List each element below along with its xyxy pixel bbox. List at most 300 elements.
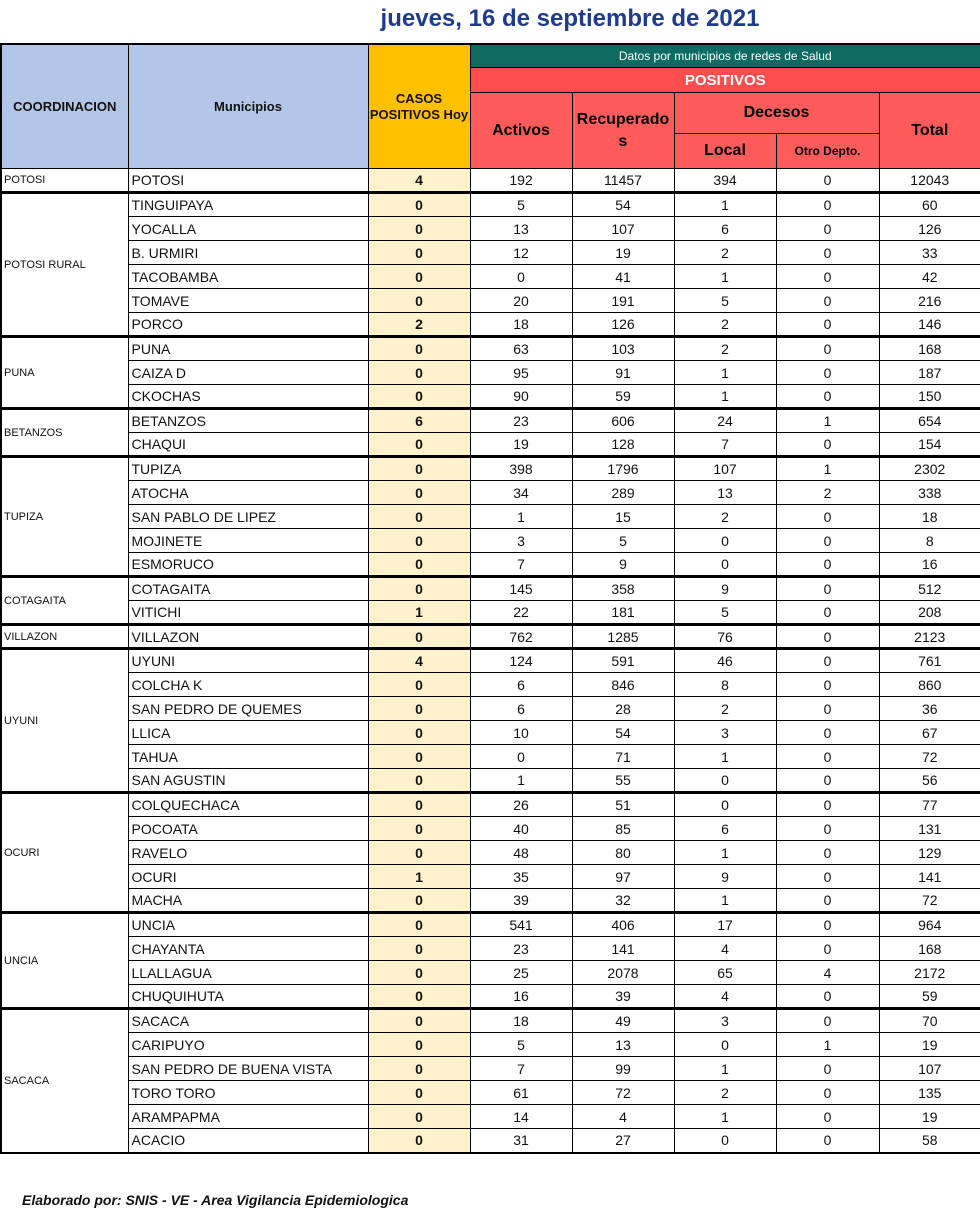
footer-credit: Elaborado por: SNIS - VE - Area Vigilancia Epidemiologica xyxy=(22,1192,409,1208)
otro-depto-cell: 0 xyxy=(776,169,879,193)
activos-cell: 39 xyxy=(470,889,572,913)
casos-hoy-cell: 0 xyxy=(368,505,470,529)
covid-cases-table xyxy=(0,43,980,1154)
activos-cell: 40 xyxy=(470,817,572,841)
header-activos: Activos xyxy=(470,93,572,169)
activos-cell: 16 xyxy=(470,985,572,1009)
local-cell: 8 xyxy=(674,673,776,697)
casos-hoy-cell: 0 xyxy=(368,217,470,241)
otro-depto-cell: 0 xyxy=(776,721,879,745)
municipio-cell: UYUNI xyxy=(128,649,368,673)
total-cell: 72 xyxy=(879,745,980,769)
otro-depto-cell: 0 xyxy=(776,913,879,937)
table-row xyxy=(1,697,980,721)
coordinacion-cell: POTOSI xyxy=(1,169,128,193)
local-cell: 0 xyxy=(674,529,776,553)
casos-hoy-cell: 0 xyxy=(368,1105,470,1129)
casos-hoy-cell: 0 xyxy=(368,577,470,601)
total-cell: 654 xyxy=(879,409,980,433)
casos-hoy-cell: 0 xyxy=(368,289,470,313)
municipio-cell: POCOATA xyxy=(128,817,368,841)
recuperados-cell: 28 xyxy=(572,697,674,721)
total-cell: 67 xyxy=(879,721,980,745)
local-cell: 4 xyxy=(674,985,776,1009)
local-cell: 1 xyxy=(674,889,776,913)
recuperados-cell: 5 xyxy=(572,529,674,553)
casos-hoy-cell: 0 xyxy=(368,265,470,289)
otro-depto-cell: 0 xyxy=(776,529,879,553)
table-row xyxy=(1,673,980,697)
municipio-cell: YOCALLA xyxy=(128,217,368,241)
activos-cell: 90 xyxy=(470,385,572,409)
header-municipios: Municipios xyxy=(128,44,368,169)
recuperados-cell: 107 xyxy=(572,217,674,241)
casos-hoy-cell: 0 xyxy=(368,889,470,913)
otro-depto-cell: 0 xyxy=(776,337,879,361)
recuperados-cell: 103 xyxy=(572,337,674,361)
activos-cell: 541 xyxy=(470,913,572,937)
otro-depto-cell: 0 xyxy=(776,1105,879,1129)
otro-depto-cell: 4 xyxy=(776,961,879,985)
local-cell: 2 xyxy=(674,241,776,265)
total-cell: 964 xyxy=(879,913,980,937)
local-cell: 0 xyxy=(674,1129,776,1153)
municipio-cell: COTAGAITA xyxy=(128,577,368,601)
total-cell: 126 xyxy=(879,217,980,241)
coordinacion-cell: TUPIZA xyxy=(1,457,128,577)
total-cell: 58 xyxy=(879,1129,980,1153)
municipio-cell: CHAYANTA xyxy=(128,937,368,961)
casos-hoy-cell: 0 xyxy=(368,193,470,217)
header-datos-municipios: Datos por municipios de redes de Salud xyxy=(470,44,980,68)
municipio-cell: CKOCHAS xyxy=(128,385,368,409)
otro-depto-cell: 0 xyxy=(776,817,879,841)
activos-cell: 18 xyxy=(470,313,572,337)
casos-hoy-cell: 0 xyxy=(368,769,470,793)
activos-cell: 31 xyxy=(470,1129,572,1153)
table-row xyxy=(1,913,980,937)
casos-hoy-cell: 4 xyxy=(368,649,470,673)
header-coordinacion: COORDINACION xyxy=(1,44,128,169)
local-cell: 1 xyxy=(674,385,776,409)
total-cell: 187 xyxy=(879,361,980,385)
total-cell: 8 xyxy=(879,529,980,553)
municipio-cell: VILLAZON xyxy=(128,625,368,649)
table-row xyxy=(1,1057,980,1081)
local-cell: 6 xyxy=(674,217,776,241)
casos-hoy-cell: 0 xyxy=(368,1057,470,1081)
municipio-cell: COLQUECHACA xyxy=(128,793,368,817)
recuperados-cell: 59 xyxy=(572,385,674,409)
municipio-cell: MOJINETE xyxy=(128,529,368,553)
casos-hoy-cell: 0 xyxy=(368,697,470,721)
total-cell: 150 xyxy=(879,385,980,409)
otro-depto-cell: 2 xyxy=(776,481,879,505)
otro-depto-cell: 1 xyxy=(776,409,879,433)
total-cell: 70 xyxy=(879,1009,980,1033)
total-cell: 860 xyxy=(879,673,980,697)
recuperados-cell: 99 xyxy=(572,1057,674,1081)
table-row xyxy=(1,337,980,361)
local-cell: 7 xyxy=(674,433,776,457)
recuperados-cell: 80 xyxy=(572,841,674,865)
total-cell: 168 xyxy=(879,937,980,961)
activos-cell: 14 xyxy=(470,1105,572,1129)
local-cell: 107 xyxy=(674,457,776,481)
activos-cell: 6 xyxy=(470,697,572,721)
local-cell: 0 xyxy=(674,553,776,577)
activos-cell: 18 xyxy=(470,1009,572,1033)
otro-depto-cell: 0 xyxy=(776,1057,879,1081)
coordinacion-cell: COTAGAITA xyxy=(1,577,128,625)
local-cell: 1 xyxy=(674,1105,776,1129)
municipio-cell: TUPIZA xyxy=(128,457,368,481)
table-row xyxy=(1,1105,980,1129)
table-row xyxy=(1,1009,980,1033)
activos-cell: 7 xyxy=(470,553,572,577)
activos-cell: 124 xyxy=(470,649,572,673)
table-row xyxy=(1,1081,980,1105)
table-row xyxy=(1,385,980,409)
table-row xyxy=(1,169,980,193)
casos-hoy-cell: 0 xyxy=(368,361,470,385)
total-cell: 208 xyxy=(879,601,980,625)
municipio-cell: SAN AGUSTIN xyxy=(128,769,368,793)
coordinacion-cell: UYUNI xyxy=(1,649,128,793)
header-total: Total xyxy=(879,93,980,169)
activos-cell: 12 xyxy=(470,241,572,265)
table-row xyxy=(1,505,980,529)
coordinacion-cell: UNCIA xyxy=(1,913,128,1009)
header-local: Local xyxy=(674,134,776,169)
casos-hoy-cell: 4 xyxy=(368,169,470,193)
table-row xyxy=(1,433,980,457)
casos-hoy-cell: 0 xyxy=(368,985,470,1009)
municipio-cell: PUNA xyxy=(128,337,368,361)
table-row xyxy=(1,529,980,553)
casos-hoy-cell: 0 xyxy=(368,817,470,841)
local-cell: 0 xyxy=(674,769,776,793)
activos-cell: 19 xyxy=(470,433,572,457)
local-cell: 1 xyxy=(674,265,776,289)
municipio-cell: ACACIO xyxy=(128,1129,368,1153)
total-cell: 18 xyxy=(879,505,980,529)
activos-cell: 0 xyxy=(470,745,572,769)
municipio-cell: VITICHI xyxy=(128,601,368,625)
municipio-cell: SAN PABLO DE LIPEZ xyxy=(128,505,368,529)
otro-depto-cell: 1 xyxy=(776,1033,879,1057)
municipio-cell: CHAQUI xyxy=(128,433,368,457)
otro-depto-cell: 0 xyxy=(776,1129,879,1153)
local-cell: 3 xyxy=(674,1009,776,1033)
otro-depto-cell: 0 xyxy=(776,889,879,913)
total-cell: 2302 xyxy=(879,457,980,481)
table-row xyxy=(1,745,980,769)
table-row xyxy=(1,721,980,745)
table-row xyxy=(1,601,980,625)
otro-depto-cell: 0 xyxy=(776,745,879,769)
otro-depto-cell: 0 xyxy=(776,193,879,217)
casos-hoy-cell: 0 xyxy=(368,1033,470,1057)
local-cell: 65 xyxy=(674,961,776,985)
activos-cell: 63 xyxy=(470,337,572,361)
otro-depto-cell: 0 xyxy=(776,265,879,289)
activos-cell: 398 xyxy=(470,457,572,481)
otro-depto-cell: 0 xyxy=(776,217,879,241)
municipio-cell: LLALLAGUA xyxy=(128,961,368,985)
header-decesos: Decesos xyxy=(674,93,879,134)
municipio-cell: TORO TORO xyxy=(128,1081,368,1105)
activos-cell: 20 xyxy=(470,289,572,313)
local-cell: 2 xyxy=(674,697,776,721)
total-cell: 60 xyxy=(879,193,980,217)
local-cell: 24 xyxy=(674,409,776,433)
municipio-cell: ATOCHA xyxy=(128,481,368,505)
recuperados-cell: 358 xyxy=(572,577,674,601)
table-row xyxy=(1,793,980,817)
recuperados-cell: 9 xyxy=(572,553,674,577)
activos-cell: 762 xyxy=(470,625,572,649)
recuperados-cell: 15 xyxy=(572,505,674,529)
casos-hoy-cell: 0 xyxy=(368,625,470,649)
coordinacion-cell: VILLAZON xyxy=(1,625,128,649)
otro-depto-cell: 0 xyxy=(776,1081,879,1105)
recuperados-cell: 181 xyxy=(572,601,674,625)
table-row xyxy=(1,961,980,985)
activos-cell: 35 xyxy=(470,865,572,889)
activos-cell: 95 xyxy=(470,361,572,385)
casos-hoy-cell: 0 xyxy=(368,721,470,745)
activos-cell: 192 xyxy=(470,169,572,193)
activos-cell: 3 xyxy=(470,529,572,553)
table-row xyxy=(1,817,980,841)
total-cell: 33 xyxy=(879,241,980,265)
otro-depto-cell: 0 xyxy=(776,433,879,457)
casos-hoy-cell: 0 xyxy=(368,793,470,817)
recuperados-cell: 406 xyxy=(572,913,674,937)
table-row xyxy=(1,1129,980,1153)
total-cell: 2123 xyxy=(879,625,980,649)
activos-cell: 25 xyxy=(470,961,572,985)
activos-cell: 22 xyxy=(470,601,572,625)
total-cell: 19 xyxy=(879,1105,980,1129)
total-cell: 338 xyxy=(879,481,980,505)
municipio-cell: SACACA xyxy=(128,1009,368,1033)
table-row xyxy=(1,409,980,433)
casos-hoy-cell: 0 xyxy=(368,841,470,865)
local-cell: 2 xyxy=(674,337,776,361)
casos-hoy-cell: 0 xyxy=(368,1129,470,1153)
recuperados-cell: 126 xyxy=(572,313,674,337)
total-cell: 16 xyxy=(879,553,980,577)
total-cell: 12043 xyxy=(879,169,980,193)
table-row xyxy=(1,649,980,673)
total-cell: 59 xyxy=(879,985,980,1009)
municipio-cell: POTOSI xyxy=(128,169,368,193)
table-row xyxy=(1,889,980,913)
table-row xyxy=(1,625,980,649)
header-recuperados: Recuperado s xyxy=(572,93,674,169)
recuperados-cell: 13 xyxy=(572,1033,674,1057)
otro-depto-cell: 0 xyxy=(776,985,879,1009)
coordinacion-cell: POTOSI RURAL xyxy=(1,193,128,337)
local-cell: 1 xyxy=(674,1057,776,1081)
coordinacion-cell: PUNA xyxy=(1,337,128,409)
otro-depto-cell: 0 xyxy=(776,673,879,697)
municipio-cell: TOMAVE xyxy=(128,289,368,313)
otro-depto-cell: 0 xyxy=(776,553,879,577)
table-row xyxy=(1,313,980,337)
otro-depto-cell: 0 xyxy=(776,697,879,721)
total-cell: 168 xyxy=(879,337,980,361)
activos-cell: 34 xyxy=(470,481,572,505)
local-cell: 2 xyxy=(674,505,776,529)
recuperados-cell: 32 xyxy=(572,889,674,913)
activos-cell: 23 xyxy=(470,409,572,433)
coordinacion-cell: BETANZOS xyxy=(1,409,128,457)
total-cell: 42 xyxy=(879,265,980,289)
otro-depto-cell: 0 xyxy=(776,289,879,313)
municipio-cell: MACHA xyxy=(128,889,368,913)
total-cell: 36 xyxy=(879,697,980,721)
activos-cell: 7 xyxy=(470,1057,572,1081)
local-cell: 1 xyxy=(674,745,776,769)
recuperados-cell: 54 xyxy=(572,193,674,217)
total-cell: 56 xyxy=(879,769,980,793)
activos-cell: 10 xyxy=(470,721,572,745)
total-cell: 216 xyxy=(879,289,980,313)
casos-hoy-cell: 0 xyxy=(368,673,470,697)
otro-depto-cell: 0 xyxy=(776,841,879,865)
local-cell: 1 xyxy=(674,361,776,385)
total-cell: 107 xyxy=(879,1057,980,1081)
municipio-cell: UNCIA xyxy=(128,913,368,937)
casos-hoy-cell: 0 xyxy=(368,961,470,985)
municipio-cell: OCURI xyxy=(128,865,368,889)
otro-depto-cell: 0 xyxy=(776,937,879,961)
table-body xyxy=(1,169,980,1153)
municipio-cell: SAN PEDRO DE QUEMES xyxy=(128,697,368,721)
activos-cell: 23 xyxy=(470,937,572,961)
municipio-cell: BETANZOS xyxy=(128,409,368,433)
local-cell: 2 xyxy=(674,313,776,337)
casos-hoy-cell: 2 xyxy=(368,313,470,337)
otro-depto-cell: 0 xyxy=(776,625,879,649)
otro-depto-cell: 0 xyxy=(776,577,879,601)
casos-hoy-cell: 0 xyxy=(368,553,470,577)
casos-hoy-cell: 0 xyxy=(368,385,470,409)
recuperados-cell: 846 xyxy=(572,673,674,697)
recuperados-cell: 11457 xyxy=(572,169,674,193)
otro-depto-cell: 0 xyxy=(776,601,879,625)
total-cell: 2172 xyxy=(879,961,980,985)
header-positivos: POSITIVOS xyxy=(470,68,980,93)
local-cell: 394 xyxy=(674,169,776,193)
activos-cell: 13 xyxy=(470,217,572,241)
local-cell: 3 xyxy=(674,721,776,745)
recuperados-cell: 591 xyxy=(572,649,674,673)
activos-cell: 0 xyxy=(470,265,572,289)
casos-hoy-cell: 1 xyxy=(368,865,470,889)
otro-depto-cell: 0 xyxy=(776,361,879,385)
otro-depto-cell: 0 xyxy=(776,1009,879,1033)
activos-cell: 6 xyxy=(470,673,572,697)
casos-hoy-cell: 0 xyxy=(368,457,470,481)
covid-table-container xyxy=(0,43,980,1154)
recuperados-cell: 1796 xyxy=(572,457,674,481)
table-row xyxy=(1,841,980,865)
total-cell: 135 xyxy=(879,1081,980,1105)
recuperados-cell: 97 xyxy=(572,865,674,889)
otro-depto-cell: 1 xyxy=(776,457,879,481)
municipio-cell: LLICA xyxy=(128,721,368,745)
local-cell: 1 xyxy=(674,841,776,865)
otro-depto-cell: 0 xyxy=(776,313,879,337)
casos-hoy-cell: 0 xyxy=(368,529,470,553)
recuperados-cell: 41 xyxy=(572,265,674,289)
total-cell: 141 xyxy=(879,865,980,889)
casos-hoy-cell: 0 xyxy=(368,241,470,265)
municipio-cell: SAN PEDRO DE BUENA VISTA xyxy=(128,1057,368,1081)
local-cell: 17 xyxy=(674,913,776,937)
table-row xyxy=(1,217,980,241)
municipio-cell: RAVELO xyxy=(128,841,368,865)
activos-cell: 5 xyxy=(470,1033,572,1057)
otro-depto-cell: 0 xyxy=(776,385,879,409)
activos-cell: 26 xyxy=(470,793,572,817)
recuperados-cell: 91 xyxy=(572,361,674,385)
recuperados-cell: 191 xyxy=(572,289,674,313)
total-cell: 146 xyxy=(879,313,980,337)
local-cell: 46 xyxy=(674,649,776,673)
municipio-cell: COLCHA K xyxy=(128,673,368,697)
recuperados-cell: 4 xyxy=(572,1105,674,1129)
table-row xyxy=(1,457,980,481)
table-row xyxy=(1,553,980,577)
casos-hoy-cell: 0 xyxy=(368,481,470,505)
table-row xyxy=(1,481,980,505)
recuperados-cell: 72 xyxy=(572,1081,674,1105)
recuperados-cell: 71 xyxy=(572,745,674,769)
casos-hoy-cell: 0 xyxy=(368,1009,470,1033)
casos-hoy-cell: 0 xyxy=(368,1081,470,1105)
local-cell: 9 xyxy=(674,865,776,889)
casos-hoy-cell: 0 xyxy=(368,337,470,361)
recuperados-cell: 51 xyxy=(572,793,674,817)
municipio-cell: CHUQUIHUTA xyxy=(128,985,368,1009)
recuperados-cell: 128 xyxy=(572,433,674,457)
municipio-cell: CAIZA D xyxy=(128,361,368,385)
local-cell: 4 xyxy=(674,937,776,961)
activos-cell: 1 xyxy=(470,505,572,529)
local-cell: 9 xyxy=(674,577,776,601)
recuperados-cell: 141 xyxy=(572,937,674,961)
casos-hoy-cell: 0 xyxy=(368,745,470,769)
municipio-cell: PORCO xyxy=(128,313,368,337)
local-cell: 0 xyxy=(674,1033,776,1057)
municipio-cell: ARAMPAPMA xyxy=(128,1105,368,1129)
otro-depto-cell: 0 xyxy=(776,505,879,529)
local-cell: 1 xyxy=(674,193,776,217)
local-cell: 13 xyxy=(674,481,776,505)
activos-cell: 61 xyxy=(470,1081,572,1105)
local-cell: 5 xyxy=(674,289,776,313)
table-row xyxy=(1,865,980,889)
total-cell: 154 xyxy=(879,433,980,457)
total-cell: 72 xyxy=(879,889,980,913)
total-cell: 512 xyxy=(879,577,980,601)
recuperados-cell: 55 xyxy=(572,769,674,793)
